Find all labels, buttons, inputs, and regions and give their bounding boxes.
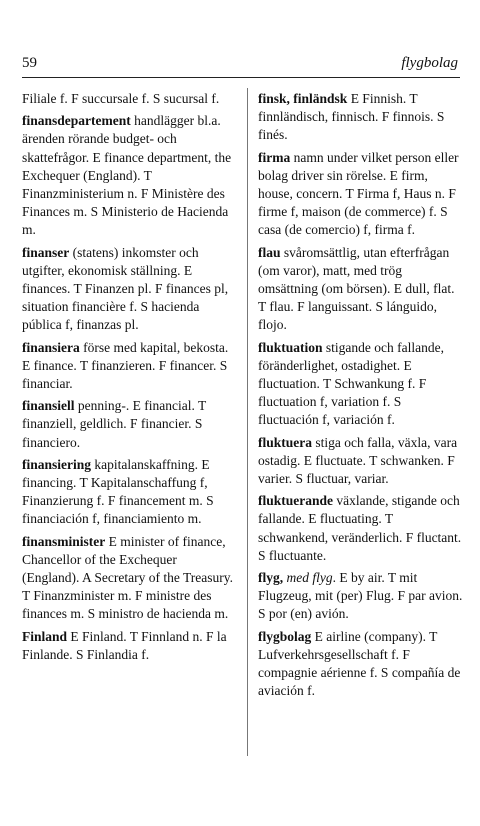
dictionary-entry — [258, 434, 464, 489]
entry-headword: finansiering — [22, 456, 92, 472]
dictionary-entry — [258, 244, 464, 335]
entry-definition: stigande och fallande, föränderlighet, ostadighet. E fluctuation. T Schwankung f. F fluctuation f, variation f. S fluctuación f, variación f. — [258, 339, 444, 428]
dictionary-entry — [258, 628, 464, 701]
dictionary-entry — [258, 90, 464, 145]
header-rule — [22, 77, 460, 78]
entry-definition: handlägger bl.a. ärenden rörande budget- och skattefrågor. E finance department, the Exchequer (England). T Finanzministerium n. F Ministère des Finances m. S Ministerio de Hacienda m. — [22, 113, 232, 238]
dictionary-entry — [258, 569, 464, 624]
entry-definition: E Finland. T Finnland n. F la Finlande. S Finlandia f. — [22, 628, 227, 662]
dictionary-entry — [258, 149, 464, 240]
entry-headword: finansdepartement — [22, 113, 131, 129]
entry-definition: penning-. E financial. T finanziell, geldlich. F financier. S financiero. — [22, 398, 206, 450]
entry-headword: flau — [258, 244, 281, 260]
dictionary-entry — [22, 339, 237, 394]
dictionary-entry — [22, 397, 237, 452]
entry-headword: flygbolag — [258, 628, 312, 644]
entry-headword: fluktuerande — [258, 493, 334, 509]
entry-definition: stiga och falla, växla, vara ostadig. E fluctuate. T schwanken. F varier. S fluctuar, variar. — [258, 434, 458, 487]
dictionary-entry — [258, 492, 464, 565]
dictionary-entry — [22, 456, 237, 529]
entry-definition: . E by air. T mit Flugzeug, mit (per) Flug. F par avion. S por (en) avión. — [258, 570, 463, 622]
entry-headword: fluktuera — [258, 434, 312, 450]
entry-headword: finanser — [22, 244, 70, 260]
running-head: flygbolag — [401, 55, 458, 71]
dictionary-entry — [258, 339, 464, 430]
entry-headword: firma — [258, 149, 291, 165]
right-column — [258, 90, 464, 705]
entry-definition: kapitalanskaffning. E financing. T Kapitalanschaffung f, Finanzierung f. F financement m. S financiación f, financiamiento m. — [22, 456, 214, 527]
dictionary-entry — [22, 90, 237, 108]
entry-headword: finansiera — [22, 339, 80, 355]
dictionary-entry — [22, 628, 237, 664]
entry-definition: (statens) inkomster och utgifter, ekonomisk ställning. E finances. T Finanzen pl. F finances pl, situation financière f. S hacienda pública f, finanzas pl. — [22, 244, 229, 333]
entry-headword: finansiell — [22, 398, 75, 414]
entry-phrase: med flyg — [283, 570, 333, 586]
dictionary-entry — [22, 112, 237, 239]
entry-definition: förse med kapital, bekosta. E finance. T finanzieren. F financer. S financiar. — [22, 339, 229, 392]
dictionary-entry — [22, 533, 237, 624]
entry-definition: växlande, stigande och fallande. E fluctuating. T schwankend, veränderlich. F fluctant. S fluctuante. — [258, 493, 462, 563]
entry-headword: flyg, — [258, 570, 284, 586]
entry-definition: E minister of finance, Chancellor of the Exchequer (England). A Secretary of the Treasury. T Finanzminister m. F ministre des finances m. S ministro de hacienda m. — [22, 533, 233, 622]
entry-definition: svåromsättlig, utan efterfrågan (om varor), matt, med trög omsättning (om börsen). E dull, flat. T flau. F languissant. S lánguido, flojo. — [258, 244, 455, 333]
entry-headword: Finland — [22, 628, 68, 644]
entry-definition: Filiale f. F succursale f. S sucursal f. — [22, 91, 220, 106]
dictionary-entry — [22, 244, 237, 335]
entry-headword: finsk, finländsk — [258, 91, 348, 106]
column-divider — [247, 88, 248, 756]
left-column — [22, 90, 237, 668]
entry-definition: E airline (company). T Lufverkehrsgesellschaft f. F compagnie aérienne f. S compañía de aviación f. — [258, 628, 461, 699]
page-number: 59 — [22, 55, 37, 71]
entry-headword: fluktuation — [258, 339, 323, 355]
entry-definition: namn under vilket person eller bolag driver sin rörelse. E firm, house, concern. T Firma f, Haus n. F firme f, maison (de commerce) f. S casa (de comercio) f, firma f. — [258, 149, 459, 238]
entry-headword: finansminister — [22, 533, 106, 549]
entry-definition: E Finnish. T finnländisch, finnisch. F finnois. S finés. — [258, 91, 445, 143]
